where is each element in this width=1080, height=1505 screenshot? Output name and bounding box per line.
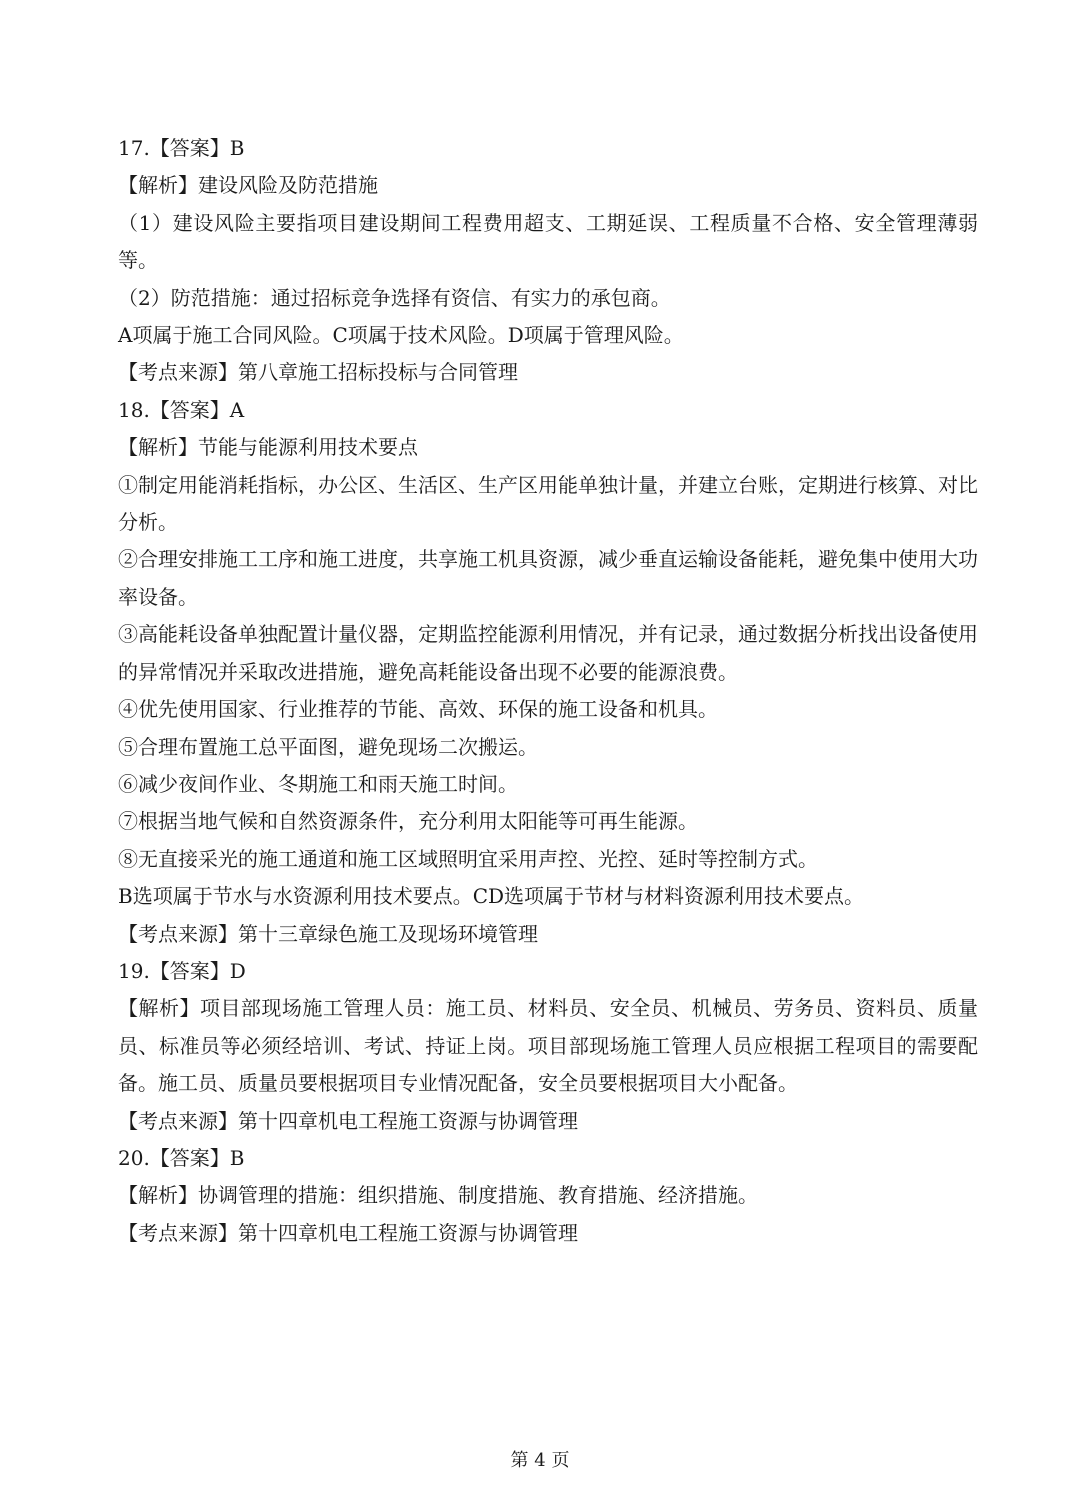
list-item: ④优先使用国家、行业推荐的节能、高效、环保的施工设备和机具。 [118, 697, 718, 722]
analysis-paragraph: 【解析】项目部现场施工管理人员：施工员、材料员、安全员、机械员、劳务员、资料员、质量员、标准员等必须经培训、考试、持证上岗。项目部现场施工管理人员应根据工程项目的需要配备。施工员、质量员要根据项目专业情况配备，安全员要根据项目大小配备。 [118, 996, 978, 1096]
analysis-paragraph: 【解析】协调管理的措施：组织措施、制度措施、教育措施、经济措施。 [118, 1183, 758, 1208]
analysis-paragraph: B选项属于节水与水资源利用技术要点。CD选项属于节材与材料资源利用技术要点。 [118, 884, 865, 909]
question-18 [118, 392, 978, 953]
source-line: 【考点来源】第十四章机电工程施工资源与协调管理 [118, 1220, 578, 1245]
analysis-heading: 【解析】建设风险及防范措施 [118, 173, 378, 198]
analysis-heading: 【解析】节能与能源利用技术要点 [118, 435, 418, 460]
question-20 [118, 1140, 978, 1252]
question-17 [118, 130, 978, 392]
list-item: ⑦根据当地气候和自然资源条件，充分利用太阳能等可再生能源。 [118, 809, 698, 834]
list-item: ⑤合理布置施工总平面图，避免现场二次搬运。 [118, 734, 538, 759]
analysis-paragraph: （1）建设风险主要指项目建设期间工程费用超支、工期延误、工程质量不合格、安全管理薄弱等。 [118, 210, 978, 273]
source-line: 【考点来源】第八章施工招标投标与合同管理 [118, 360, 518, 385]
list-item: ②合理安排施工工序和施工进度，共享施工机具资源，减少垂直运输设备能耗，避免集中使用大功率设备。 [118, 547, 978, 609]
answer-line: 18.【答案】A [118, 397, 245, 422]
list-item: ⑧无直接采光的施工通道和施工区域照明宜采用声控、光控、延时等控制方式。 [118, 846, 818, 871]
page-number: 第 4 页 [510, 1450, 570, 1471]
source-line: 【考点来源】第十四章机电工程施工资源与协调管理 [118, 1108, 578, 1133]
analysis-paragraph: A项属于施工合同风险。C项属于技术风险。D项属于管理风险。 [118, 323, 684, 348]
list-item: ③高能耗设备单独配置计量仪器，定期监控能源利用情况，并有记录，通过数据分析找出设备使用的异常情况并采取改进措施，避免高耗能设备出现不必要的能源浪费。 [118, 622, 978, 684]
question-19 [118, 953, 978, 1140]
answer-line: 17.【答案】B [118, 136, 245, 160]
list-item: ⑥减少夜间作业、冬期施工和雨天施工时间。 [118, 771, 518, 796]
document-page [118, 130, 978, 1252]
answer-line: 20.【答案】B [118, 1145, 245, 1170]
answer-line: 19.【答案】D [118, 958, 246, 983]
analysis-paragraph: （2）防范措施：通过招标竞争选择有资信、有实力的承包商。 [118, 285, 671, 310]
list-item: ①制定用能消耗指标，办公区、生活区、生产区用能单独计量，并建立台账，定期进行核算、对比分析。 [118, 472, 978, 535]
source-line: 【考点来源】第十三章绿色施工及现场环境管理 [118, 921, 538, 946]
